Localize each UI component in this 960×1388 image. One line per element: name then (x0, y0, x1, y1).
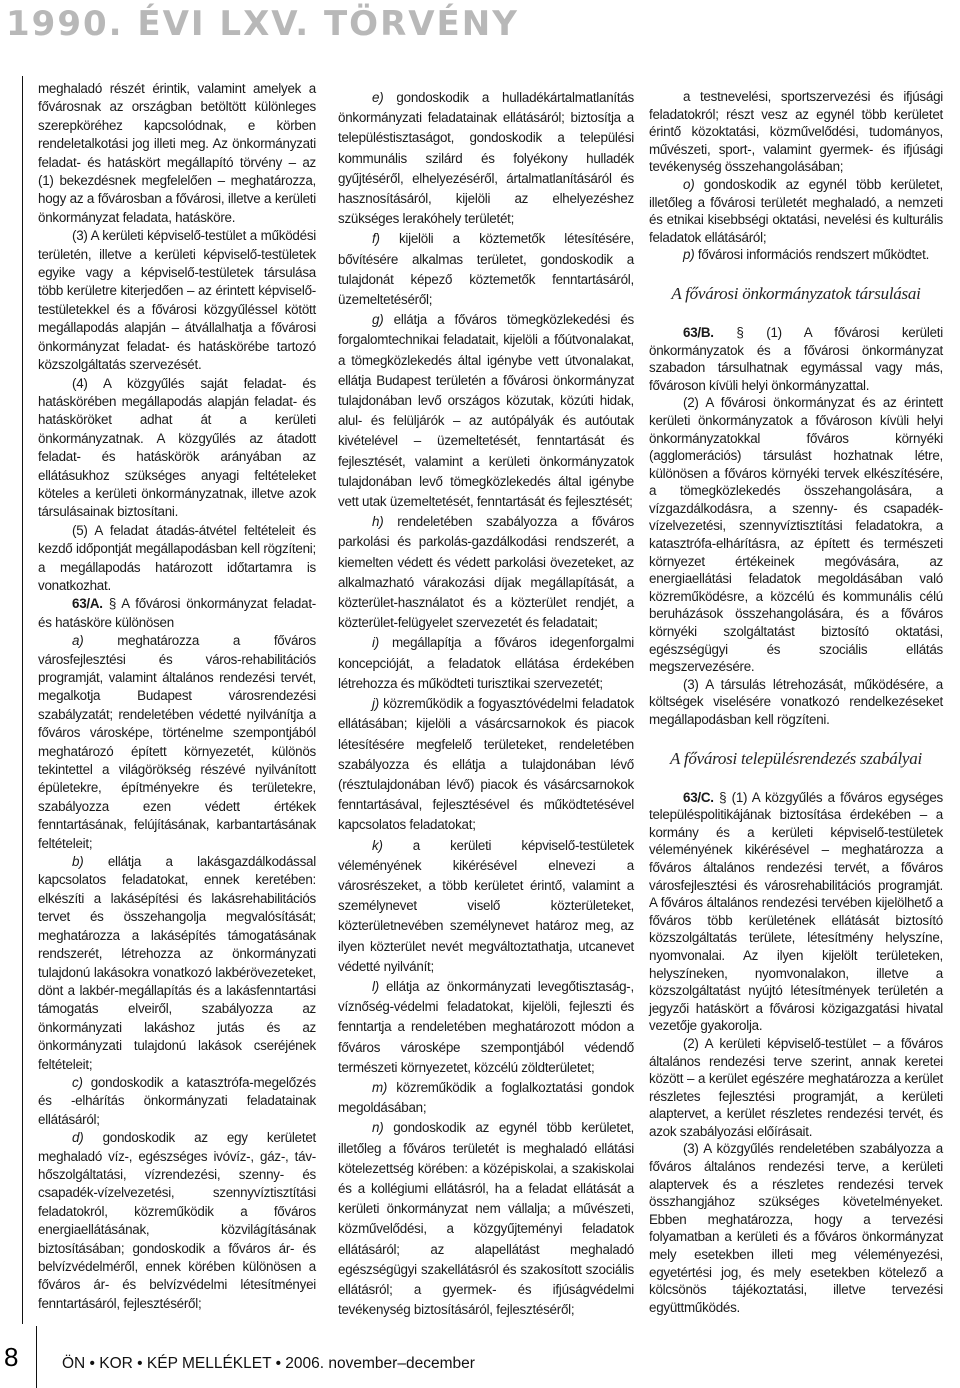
list-item (649, 246, 943, 264)
list-item (338, 977, 634, 1078)
item-text: kijelöli a köztemetők létesítésére, bővítésére alkalmas területet, gondoskodik a tulajdonát képező köztemetők fenntartásáról, üzemeltetéséről; (338, 231, 634, 308)
item-label: j) (372, 696, 379, 712)
item-text: meghatározza a főváros városfejlesztési és város-rehabilitációs programját, valamint általános rendezési tervét, megalkotja Budapest városrendezési szabályzatát; rendeletében védetté nyilvánítja a főváros városképe, történelme szempontjából meghatározó épített környezetét, különös tekintettel a világörökség részévé nyilvánított épületekre, építményekre és területekre, szabályozza ezen védett értékek fenntartásának, felújításának, karbantartásának feltételeit; (38, 633, 316, 851)
item-label: g) (372, 312, 384, 328)
page-header-title: 1990. ÉVI LXV. TÖRVÉNY (6, 4, 519, 44)
list-item (338, 88, 634, 229)
item-label: f) (372, 231, 380, 247)
item-text: gondoskodik az egynél több kerületet, illetőleg a fővárosi területét meghaladó, a nemzeti és etnikai kisebbségi oktatási, nevelési és kulturális feladatok ellátásáról; (649, 176, 943, 245)
item-label: k) (372, 837, 383, 853)
section-text: § (1) A fővárosi kerületi önkormányzatok és a fővárosi önkormányzat szabadon társulhatnak egymással vagy más, fővároson kívüli helyi önkormányzattal. (649, 324, 943, 393)
item-label: i) (372, 635, 379, 651)
item-text: közreműködik a fogyasztóvédelmi feladatok ellátásában; kijelöli a vásárcsarnokok és piacok létesítésére megfelelő területeket, rendeletében szabályozza és ellátja a tulajdonában lévő (résztulajdonában lévő) piacok és vásárcsarnokok fenntartásával, fejlesztésével és működtetésével kapcsolatos feladatokat; (338, 696, 634, 833)
item-label: n) (372, 1120, 384, 1136)
section-63a (38, 595, 316, 632)
list-item (649, 176, 943, 246)
item-label: b) (72, 854, 84, 870)
column-left (38, 80, 316, 1313)
item-label: d) (72, 1130, 84, 1146)
section-63b (649, 324, 943, 394)
item-text: közreműködik a foglalkoztatási gondok megoldásában; (338, 1079, 634, 1116)
paragraph: (5) A feladat átadás-átvétel feltételeit és kezdő időpontját megállapodásban kell rögzíteni; a megállapodás határozott időtartamra is vonatkozhat. (38, 522, 316, 593)
paragraph: meghaladó részét érintik, valamint amelyek a fővárosnak az országban betöltött különleges szerepköréhez kapcsolódnak, e körben rendeletalkotási jog illeti meg. Az önkormányzati feladat- és hatáskört megállapító törvény – az (1) bekezdésnek megfelelően – meghatározza, hogy az a fővárosban a fővárosi, illetve a kerületi önkormányzat feladata, hatásköre. (38, 81, 316, 225)
item-label: m) (372, 1079, 388, 1095)
item-label: e) (372, 90, 384, 105)
item-label: c) (72, 1074, 83, 1090)
paragraph: a testnevelési, sportszervezési és ifjúsági feladatokról; részt vesz az egynél több kerületet érintő közoktatási, közművelődési, tudományos, művészeti, sport-, valamint gyermek- és ifjúsági tevékenység összehangolásában; (649, 89, 943, 175)
list-item (338, 512, 634, 633)
item-label: a) (72, 633, 84, 649)
item-text: ellátja az önkormányzati levegőtisztaság-, víznőség-védelmi feladatokat, kijelöli, fejleszti és fenntartja a rendeletében meghatározott módon a főváros városképe szempontjából védendő természeti környezetet, közcélú zöldterületet; (338, 978, 634, 1075)
item-label: p) (683, 247, 695, 263)
paragraph: (3) A közgyűlés rendeletében szabályozza a főváros általános rendezési terve, a kerületi alaptervek és a részletes rendezési tervek összhangjához szükséges követelményeket. Ebben meghatározza, hogy a tervezési folyamatban a kerületi és a főváros önkormányzat mely esetekben illeti meg véleményezési, egyetértési jog, és mely esetekben kötelező a kölcsönös tájékoztatási, illetve tervezési együttműködés. (649, 1141, 943, 1315)
item-text: ellátja a lakásgazdálkodással kapcsolatos feladatokat, ennek keretében: elkészíti a lakásépítési és lakásrehabilitációs tervet és összehangolja megvalósítását; meghatározza a lakásépítés támogatásának rendszerét, létrehozza az önkormányzati tulajdonú lakásokra vonatkozó lakbérövezeteket, dönt a lakbér-megállapítás és a lakásfenntartási támogatás elveiről, szabályozza az önkormányzati lakáshoz jutás és az önkormányzati tulajdonú lakások cseréjének feltételeit; (38, 854, 316, 1072)
footer-divider (36, 1326, 37, 1388)
section-heading: A fővárosi településrendezés szabályai (670, 748, 922, 768)
list-item (338, 229, 634, 310)
left-margin-rule (22, 76, 23, 1324)
list-item (338, 1078, 634, 1118)
section-text: § (1) A közgyűlés a főváros egységes településpolitikájának biztosítása érdekében – a kormány és a kerületi képviselő-testületek véleményének kikérésével – meghatározza a főváros általános rendezési tervét, a főváros városfejlesztési és városrehabilitációs programját. A főváros általános rendezési tervében kijelölhető a főváros több kerületének ellátását biztosító közszolgáltatás területe, létesítmény helyszíne, nyomvonalai. Az ilyen kijelölt területeken, helyszíneken, nyomvonalakon, illetve a közszolgáltatást nyújtó létesítmények területén a jegyzői hatáskört a fővárosi közigazgatási hivatal vezetője gyakorolja. (649, 789, 943, 1034)
list-item (38, 1074, 316, 1129)
section-heading: A fővárosi önkormányzatok társulásai (671, 283, 921, 303)
column-right (649, 88, 943, 1316)
item-text: megállapítja a főváros idegenforgalmi koncepcióját, a feladatok ellátása érdekében létrehozza és működteti turisztikai szervezetét; (338, 635, 634, 691)
section-label: 63/B. (683, 324, 714, 340)
item-text: fővárosi információs rendszert működtet. (697, 247, 930, 263)
item-text: a kerületi képviselő-testületek véleményének kikérésével elnevezi a városrészeket, a több kerületet érintő, valamint a személynevet viselő közterületeket, közterületnevében személynevet határoz meg, az ilyen közterület nevét megváltoztathatja, utcanevet védetté nyilvánít; (338, 837, 634, 974)
item-text: ellátja a főváros tömegközlekedési és forgalomtechnikai feladatait, kijelöli a főútvonalakat, a tömegközlekedés által igénybe vett útvonalakat, ellátja Budapest területén a fővárosi önkormányzat tulajdonában levő országos közutak, közúti hidak, alul- és felüljárók – az autópályák és autóutak kivételével – üzemeltetését, fenntartását és fejlesztését, valamint a kerületi önkormányzatok tulajdonában levő tömegközlekedés által igénybe vett utak üzemeltetését, fenntartását és fejlesztését; (338, 312, 634, 510)
item-label: h) (372, 514, 384, 530)
list-item (338, 836, 634, 977)
item-text: gondoskodik a hulladékártalmatlanítás önkormányzati feladatainak ellátásáról; biztosítja a településtisztaságot, gondoskodik a települési kommunális szilárd és folyékony hulladék gyűjtéséről, elhelyezéséről, ártalmatlanításáról és hasznosításáról, kijelöli az elhelyezéshez szükséges lerakóhely területét; (338, 90, 634, 227)
paragraph: (4) A közgyűlés saját feladat- és hatáskörében megállapodás alapján feladat- és hatásköröket adhat át a kerületi önkormányzatnak. A közgyűlés az átadott feladat- és hatáskörök arányában az ellátásukhoz szükséges anyagi feltételeket köteles a kerületi önkormányzatnak, illetve azok társulásainak biztosítani. (38, 375, 316, 520)
item-label: l) (372, 978, 379, 994)
item-text: gondoskodik a katasztrófa-megelőzés és -elhárítás önkormányzati feladatainak ellátásáról; (38, 1074, 316, 1127)
paragraph: (3) A társulás létrehozását, működésére, a költségek viselésére vonatkozó rendelkezéseket megállapodásban kell rögzíteni. (649, 676, 943, 727)
list-item (338, 694, 634, 835)
section-text: § A fővárosi önkormányzat feladat- és hatásköre különösen (38, 596, 316, 630)
item-text: gondoskodik az egynél több kerületet, illetőleg a főváros területét is meghaladó ellátási kötelezettség körében: a középiskolai, a szakiskolai és a kollégiumi ellátásról, ha a feladat ellátását a kerületi önkormányzat nem vállalja; a művészeti, közművelődési, a közgyűjteményi feladatok ellátásáról; az alapellátást meghaladó egészségügyi szakellátásról és szakosított szociális ellátásról; a gyermek- és ifjúságvédelmi tevékenység biztosításáról, fejlesztéséről; (338, 1120, 634, 1318)
list-item (338, 633, 634, 694)
footer-publication: ÖN • KOR • KÉP MELLÉKLET • 2006. november–december (62, 1355, 475, 1372)
section-label: 63/C. (683, 789, 714, 805)
paragraph: (2) A kerületi képviselő-testület – a főváros általános rendezési terve szerint, annak keretei között – a kerület egészére meghatározza a kerület részletes fejlesztési programját, a kerületi alaptervet, a kerület részletes rendezési tervét, és azok szabályozási előírásait. (649, 1035, 943, 1139)
paragraph: (2) A fővárosi önkormányzat és az érintett kerületi önkormányzatok a fővároson kívüli helyi önkormányzatokkal főváros környéki (agglomerációs) társulást hozhatnak létre, különösen a főváros környéki tervek elkészítésére, a tömegközlekedés összehangolására, a vízgazdálkodásra, a szenny- és csapadék-vízelvezetési, szennyvíztisztítási feladatokra, a katasztrófa-elhárításra, az épített és természeti környezet értékeinek megóvására, az energiaellátási feladatok megoldásában való közreműködésre, a közcélú és kommunális célú beruházások összehangolására, és a főváros környéki szolgáltatást biztosító oktatási, egészségügyi és szociális ellátás megszervezésére. (649, 395, 943, 675)
section-63c (649, 789, 943, 1035)
page-number: 8 (4, 1342, 19, 1372)
section-label: 63/A. (72, 596, 103, 612)
list-item (338, 310, 634, 512)
item-text: gondoskodik az egy kerületet meghaladó víz-, egészséges ivóvíz-, gáz-, táv-hőszolgáltatási, vízrendezési, szenny- és csapadék-vízelvezetési, szennyvíztisztítási feladatokról, közreműködik a főváros energiaellátásának, közvilágításának biztosításában; gondoskodik a főváros ár- és belvízvédelméről, ennek körében különösen a főváros ár- és belvízvédelmi létesítményei fenntartásáról, fejlesztéséről; (38, 1130, 316, 1311)
list-item (38, 632, 316, 853)
column-middle (338, 88, 634, 1320)
item-text: rendeletében szabályozza a főváros parkolási és parkolás-gazdálkodási rendszerét, a kiemelten védett és védett parkolási övezeteket, az alkalmazható várakozási díjak megállapítását, a közterület-használatot és a közterület rendjét, a közterület-felügyelet szervezetét és feladatait; (338, 514, 634, 631)
list-item (38, 853, 316, 1074)
list-item (38, 1129, 316, 1313)
list-item (338, 1118, 634, 1320)
paragraph: (3) A kerületi képviselő-testület a működési területén, illetve a kerületi képviselő-testületek egyike vagy a képviselő-testületek társulása több kerületre kiterjedően – az érintett képviselő-testületekkel és a fővárosi közgyűléssel kötött megállapodás alapján – átvállalhatja a fővárosi önkormányzat feladat- és hatáskörébe tartozó közszolgáltatás szervezését. (38, 228, 316, 373)
item-label: o) (683, 176, 695, 192)
